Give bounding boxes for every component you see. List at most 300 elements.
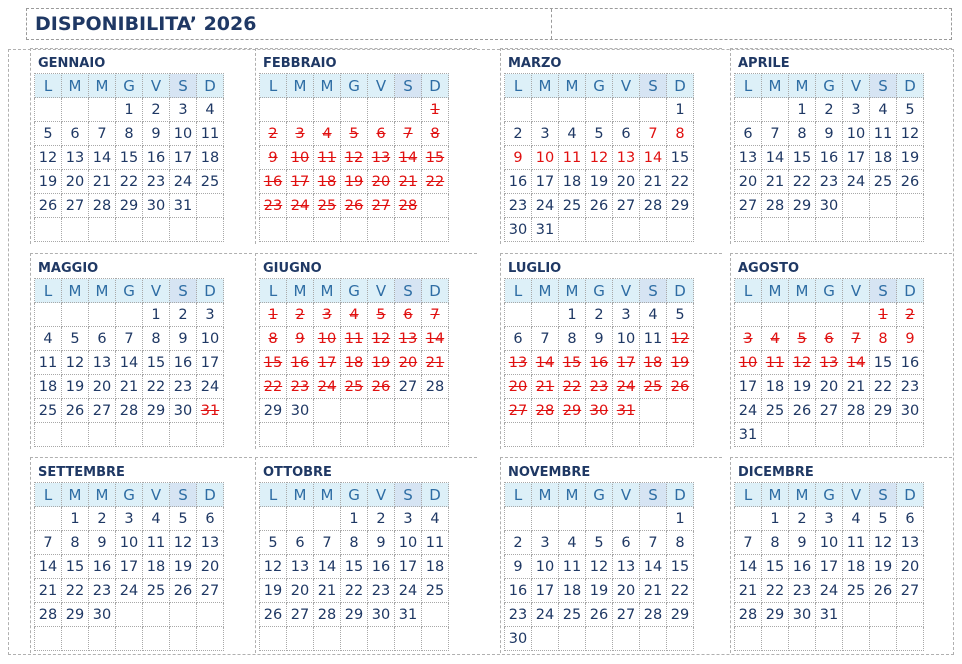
day-cell: 6 (897, 507, 924, 531)
day-cell: 17 (116, 555, 143, 579)
day-cell: 27 (613, 194, 640, 218)
empty-cell (368, 423, 395, 447)
day-cell: 28 (116, 399, 143, 423)
week-row (505, 555, 694, 579)
day-cell: 11 (559, 555, 586, 579)
day-cell: 17 (843, 146, 870, 170)
weekday-header: S (170, 279, 197, 303)
weekday-header: M (89, 483, 116, 507)
weekday-header: V (613, 74, 640, 98)
day-cell-unavailable: 20 (395, 351, 422, 375)
day-cell: 8 (667, 531, 694, 555)
day-cell: 2 (586, 303, 613, 327)
day-cell: 31 (532, 218, 559, 242)
day-cell-unavailable: 4 (341, 303, 368, 327)
day-cell-unavailable: 6 (395, 303, 422, 327)
weekday-header: L (735, 483, 762, 507)
day-cell: 29 (870, 399, 897, 423)
weekday-header-row (35, 74, 224, 98)
weekday-header: M (762, 74, 789, 98)
month-name: DICEMBRE (738, 465, 814, 480)
day-cell: 24 (532, 603, 559, 627)
empty-cell (816, 303, 843, 327)
day-cell-unavailable: 3 (735, 327, 762, 351)
day-cell-unavailable: 12 (789, 351, 816, 375)
day-cell: 25 (843, 579, 870, 603)
day-cell-unavailable: 5 (341, 122, 368, 146)
day-cell-unavailable: 21 (422, 351, 449, 375)
weekday-header: S (640, 279, 667, 303)
day-cell: 6 (197, 507, 224, 531)
empty-cell (586, 98, 613, 122)
day-cell: 5 (260, 531, 287, 555)
weekday-header: D (667, 74, 694, 98)
day-cell: 7 (640, 531, 667, 555)
day-cell: 7 (735, 531, 762, 555)
day-cell: 25 (35, 399, 62, 423)
empty-cell (287, 98, 314, 122)
day-cell-unavailable: 3 (314, 303, 341, 327)
day-cell: 18 (559, 579, 586, 603)
empty-cell (62, 218, 89, 242)
weekday-header-row (505, 483, 694, 507)
weekday-header: G (341, 483, 368, 507)
day-cell: 13 (89, 351, 116, 375)
day-cell-unavailable: 8 (260, 327, 287, 351)
empty-cell (62, 627, 89, 651)
empty-cell (422, 218, 449, 242)
day-cell: 13 (897, 531, 924, 555)
week-row (260, 531, 449, 555)
weekday-header: D (422, 74, 449, 98)
day-cell-unavailable: 22 (260, 375, 287, 399)
day-cell: 10 (197, 327, 224, 351)
day-cell-unavailable: 23 (260, 194, 287, 218)
day-cell: 26 (35, 194, 62, 218)
day-cell: 19 (897, 146, 924, 170)
empty-cell (532, 627, 559, 651)
empty-cell (789, 218, 816, 242)
week-row (35, 627, 224, 651)
weekday-header: M (789, 483, 816, 507)
month-table (259, 482, 449, 651)
weekday-header-row (735, 483, 924, 507)
day-cell: 25 (762, 399, 789, 423)
empty-cell (170, 627, 197, 651)
empty-cell (816, 627, 843, 651)
day-cell-unavailable: 12 (368, 327, 395, 351)
weekday-header-row (735, 279, 924, 303)
empty-cell (532, 98, 559, 122)
day-cell: 15 (667, 555, 694, 579)
day-cell: 14 (116, 351, 143, 375)
day-cell-unavailable: 22 (559, 375, 586, 399)
week-row (735, 627, 924, 651)
page-title: DISPONIBILITA’ 2026 (35, 13, 257, 35)
day-cell: 21 (735, 579, 762, 603)
day-cell: 11 (640, 327, 667, 351)
week-row (735, 555, 924, 579)
empty-cell (260, 98, 287, 122)
day-cell: 22 (143, 375, 170, 399)
week-row (260, 327, 449, 351)
day-cell: 24 (816, 579, 843, 603)
day-cell: 12 (870, 531, 897, 555)
day-cell: 9 (789, 531, 816, 555)
day-cell: 14 (89, 146, 116, 170)
empty-cell (586, 627, 613, 651)
day-cell-unavailable: 17 (314, 351, 341, 375)
day-cell: 28 (640, 194, 667, 218)
day-cell: 26 (170, 579, 197, 603)
month-table (259, 73, 449, 242)
empty-cell (870, 603, 897, 627)
weekday-header: D (897, 483, 924, 507)
day-cell-unavailable: 10 (735, 351, 762, 375)
empty-cell (422, 194, 449, 218)
empty-cell (89, 627, 116, 651)
day-cell: 15 (341, 555, 368, 579)
day-cell-unavailable: 24 (314, 375, 341, 399)
day-cell-unavailable: 11 (762, 351, 789, 375)
weekday-header-row (35, 279, 224, 303)
empty-cell (897, 627, 924, 651)
day-cell-highlight: 7 (640, 122, 667, 146)
day-cell: 30 (89, 603, 116, 627)
week-row (735, 218, 924, 242)
day-cell: 13 (62, 146, 89, 170)
day-cell: 28 (762, 194, 789, 218)
day-cell: 15 (62, 555, 89, 579)
weekday-header: M (89, 279, 116, 303)
weekday-header-row (505, 279, 694, 303)
day-cell: 5 (667, 303, 694, 327)
weekday-header: M (287, 279, 314, 303)
empty-cell (314, 423, 341, 447)
empty-cell (35, 423, 62, 447)
month-name: SETTEMBRE (38, 465, 125, 480)
day-cell-unavailable: 20 (505, 375, 532, 399)
week-row (505, 627, 694, 651)
day-cell-unavailable: 17 (287, 170, 314, 194)
month-name: GIUGNO (263, 261, 322, 276)
empty-cell (395, 399, 422, 423)
day-cell: 25 (197, 170, 224, 194)
day-cell-unavailable: 12 (341, 146, 368, 170)
day-cell: 15 (116, 146, 143, 170)
day-cell-unavailable: 5 (368, 303, 395, 327)
empty-cell (505, 507, 532, 531)
empty-cell (613, 507, 640, 531)
empty-cell (586, 423, 613, 447)
day-cell: 29 (143, 399, 170, 423)
day-cell-unavailable: 21 (395, 170, 422, 194)
empty-cell (762, 98, 789, 122)
empty-cell (422, 627, 449, 651)
day-cell: 16 (89, 555, 116, 579)
day-cell: 24 (197, 375, 224, 399)
weekday-header: M (314, 279, 341, 303)
day-cell-unavailable: 13 (816, 351, 843, 375)
weekday-header: M (559, 279, 586, 303)
weekday-header: L (505, 74, 532, 98)
day-cell: 13 (287, 555, 314, 579)
weekday-header: L (505, 483, 532, 507)
day-cell: 23 (897, 375, 924, 399)
day-cell: 29 (667, 194, 694, 218)
day-cell: 19 (260, 579, 287, 603)
weekday-header: D (422, 279, 449, 303)
day-cell: 9 (170, 327, 197, 351)
day-cell-unavailable: 18 (341, 351, 368, 375)
week-row (505, 170, 694, 194)
day-cell: 11 (843, 531, 870, 555)
day-cell-unavailable: 14 (532, 351, 559, 375)
empty-cell (897, 423, 924, 447)
week-row (735, 303, 924, 327)
empty-cell (314, 507, 341, 531)
day-cell-unavailable: 1 (870, 303, 897, 327)
empty-cell (843, 423, 870, 447)
day-cell: 27 (395, 375, 422, 399)
day-cell: 8 (116, 122, 143, 146)
empty-cell (170, 423, 197, 447)
empty-cell (735, 218, 762, 242)
weekday-header: S (395, 279, 422, 303)
month-table (734, 73, 924, 242)
day-cell: 20 (613, 170, 640, 194)
empty-cell (197, 218, 224, 242)
empty-cell (559, 507, 586, 531)
week-row (35, 555, 224, 579)
day-cell: 27 (62, 194, 89, 218)
day-cell: 21 (35, 579, 62, 603)
empty-cell (260, 507, 287, 531)
weekday-header: V (143, 74, 170, 98)
day-cell: 11 (422, 531, 449, 555)
day-cell-unavailable: 15 (559, 351, 586, 375)
day-cell: 6 (287, 531, 314, 555)
day-cell-unavailable: 15 (422, 146, 449, 170)
day-cell-unavailable: 2 (287, 303, 314, 327)
day-cell-unavailable: 4 (314, 122, 341, 146)
month-table (734, 482, 924, 651)
day-cell: 10 (816, 531, 843, 555)
empty-cell (613, 98, 640, 122)
empty-cell (314, 218, 341, 242)
title-bar (26, 8, 952, 40)
day-cell: 20 (735, 170, 762, 194)
day-cell-unavailable: 6 (816, 327, 843, 351)
day-cell: 1 (667, 98, 694, 122)
day-cell: 4 (843, 507, 870, 531)
day-cell: 17 (197, 351, 224, 375)
month-table (259, 278, 449, 447)
day-cell: 10 (116, 531, 143, 555)
weekday-header: G (116, 279, 143, 303)
day-cell: 19 (62, 375, 89, 399)
day-cell: 12 (586, 555, 613, 579)
week-row (735, 170, 924, 194)
day-cell-unavailable: 14 (395, 146, 422, 170)
week-row (735, 327, 924, 351)
day-cell: 22 (762, 579, 789, 603)
day-cell: 10 (613, 327, 640, 351)
day-cell: 20 (287, 579, 314, 603)
week-row (505, 375, 694, 399)
empty-cell (762, 627, 789, 651)
day-cell: 29 (762, 603, 789, 627)
day-cell: 30 (143, 194, 170, 218)
day-cell: 12 (62, 351, 89, 375)
week-row (35, 122, 224, 146)
day-cell: 7 (116, 327, 143, 351)
empty-cell (870, 194, 897, 218)
day-cell: 23 (89, 579, 116, 603)
day-cell: 21 (762, 170, 789, 194)
empty-cell (89, 98, 116, 122)
day-cell-unavailable: 19 (341, 170, 368, 194)
weekday-header: M (89, 74, 116, 98)
day-cell: 12 (170, 531, 197, 555)
empty-cell (89, 303, 116, 327)
day-cell: 2 (505, 531, 532, 555)
weekday-header: M (789, 74, 816, 98)
day-cell: 3 (197, 303, 224, 327)
week-row (505, 399, 694, 423)
month-name: APRILE (738, 56, 790, 71)
empty-cell (640, 423, 667, 447)
day-cell-unavailable: 2 (260, 122, 287, 146)
day-cell: 21 (116, 375, 143, 399)
day-cell: 25 (422, 579, 449, 603)
week-row (260, 603, 449, 627)
empty-cell (789, 627, 816, 651)
day-cell: 2 (170, 303, 197, 327)
day-cell: 18 (197, 146, 224, 170)
empty-cell (735, 507, 762, 531)
day-cell-unavailable: 8 (422, 122, 449, 146)
day-cell: 11 (143, 531, 170, 555)
day-cell: 19 (586, 579, 613, 603)
weekday-header: S (170, 74, 197, 98)
day-cell: 11 (870, 122, 897, 146)
week-row (260, 146, 449, 170)
day-cell-highlight: 13 (613, 146, 640, 170)
empty-cell (62, 423, 89, 447)
day-cell: 23 (505, 603, 532, 627)
month-name: MARZO (508, 56, 562, 71)
week-row (260, 122, 449, 146)
week-row (505, 122, 694, 146)
day-cell: 13 (197, 531, 224, 555)
day-cell: 4 (559, 531, 586, 555)
day-cell-unavailable: 26 (667, 375, 694, 399)
day-cell: 20 (897, 555, 924, 579)
day-cell: 18 (870, 146, 897, 170)
month-table (504, 482, 694, 651)
day-cell: 28 (89, 194, 116, 218)
week-row (735, 531, 924, 555)
empty-cell (197, 194, 224, 218)
empty-cell (843, 627, 870, 651)
day-cell-unavailable: 3 (287, 122, 314, 146)
day-cell: 6 (613, 122, 640, 146)
empty-cell (870, 423, 897, 447)
day-cell: 28 (843, 399, 870, 423)
day-cell: 9 (505, 555, 532, 579)
day-cell: 21 (314, 579, 341, 603)
day-cell: 17 (816, 555, 843, 579)
day-cell: 7 (35, 531, 62, 555)
day-cell: 6 (735, 122, 762, 146)
week-row (35, 98, 224, 122)
week-row (505, 303, 694, 327)
empty-cell (197, 423, 224, 447)
empty-cell (341, 423, 368, 447)
day-cell: 2 (89, 507, 116, 531)
day-cell: 4 (559, 122, 586, 146)
day-cell: 31 (170, 194, 197, 218)
day-cell-unavailable: 9 (260, 146, 287, 170)
day-cell: 18 (35, 375, 62, 399)
empty-cell (843, 194, 870, 218)
day-cell: 1 (143, 303, 170, 327)
empty-cell (559, 98, 586, 122)
day-cell: 1 (559, 303, 586, 327)
empty-cell (197, 603, 224, 627)
day-cell-unavailable: 22 (422, 170, 449, 194)
week-row (260, 170, 449, 194)
day-cell: 21 (89, 170, 116, 194)
week-row (735, 122, 924, 146)
day-cell: 19 (170, 555, 197, 579)
empty-cell (559, 218, 586, 242)
day-cell: 7 (532, 327, 559, 351)
day-cell: 1 (667, 507, 694, 531)
month-table (34, 73, 224, 242)
empty-cell (640, 98, 667, 122)
empty-cell (260, 423, 287, 447)
empty-cell (789, 303, 816, 327)
weekday-header: M (532, 279, 559, 303)
day-cell: 15 (789, 146, 816, 170)
weekday-header-row (260, 483, 449, 507)
empty-cell (532, 507, 559, 531)
day-cell: 14 (35, 555, 62, 579)
week-row (735, 98, 924, 122)
empty-cell (735, 627, 762, 651)
day-cell: 29 (116, 194, 143, 218)
empty-cell (505, 303, 532, 327)
weekday-header: G (586, 279, 613, 303)
day-cell: 19 (870, 555, 897, 579)
empty-cell (762, 423, 789, 447)
week-row (35, 603, 224, 627)
day-cell-unavailable: 24 (287, 194, 314, 218)
day-cell: 31 (816, 603, 843, 627)
week-row (505, 507, 694, 531)
empty-cell (287, 218, 314, 242)
weekday-header-row (35, 483, 224, 507)
day-cell: 18 (762, 375, 789, 399)
day-cell: 27 (613, 603, 640, 627)
day-cell: 26 (586, 603, 613, 627)
day-cell: 28 (35, 603, 62, 627)
week-row (735, 399, 924, 423)
week-row (260, 194, 449, 218)
day-cell: 27 (816, 399, 843, 423)
